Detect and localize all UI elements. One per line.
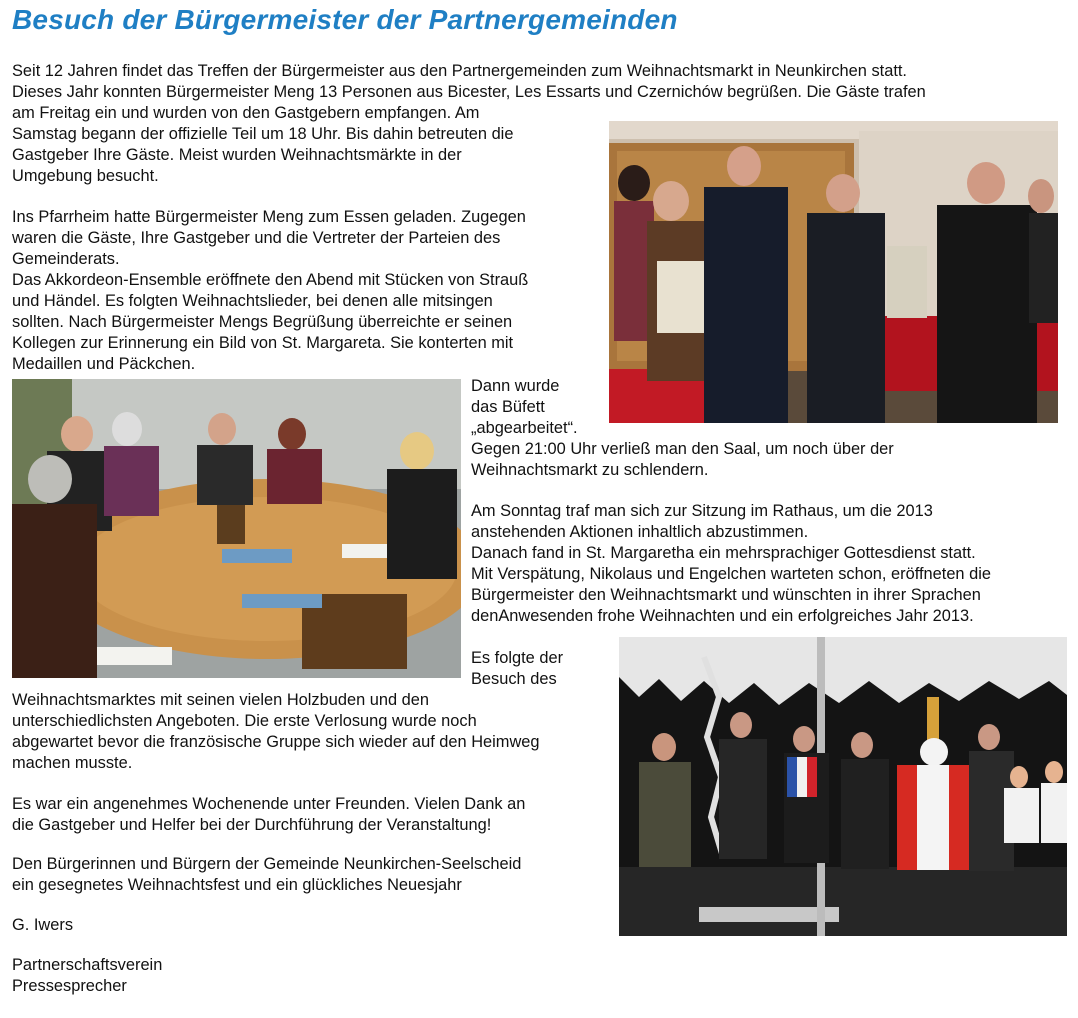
text-line: Pressesprecher — [12, 977, 127, 995]
text-line: Weihnachtsmarktes mit seinen vielen Holzbuden und den — [12, 691, 429, 709]
text-line: Gemeinderats. — [12, 250, 120, 268]
photo-meeting — [12, 379, 461, 678]
text-line: Umgebung besucht. — [12, 167, 159, 185]
text-line: am Freitag ein und wurden von den Gastgebern empfangen. Am — [12, 104, 480, 122]
text-line: Kollegen zur Erinnerung ein Bild von St. Margareta. Sie konterten mit — [12, 334, 514, 352]
text-line: Partnerschaftsverein — [12, 956, 163, 974]
text-line: Ins Pfarrheim hatte Bürgermeister Meng zum Essen geladen. Zugegen — [12, 208, 526, 226]
text-line: und Händel. Es folgten Weihnachtslieder, bei denen alle mitsingen — [12, 292, 493, 310]
text-line: Gastgeber Ihre Gäste. Meist wurden Weihnachtsmärkte in der — [12, 146, 462, 164]
text-line: G. Iwers — [12, 916, 74, 934]
text-line: Medaillen und Päckchen. — [12, 355, 196, 373]
text-line: Dieses Jahr konnten Bürgermeister Meng 13 Personen aus Bicester, Les Essarts und Czernichów begrüßen. Die Gäste trafen — [12, 83, 926, 101]
text-line: „abgearbeitet“. — [471, 419, 578, 437]
text-line: Danach fand in St. Margaretha ein mehrsprachiger Gottesdienst statt. — [471, 544, 976, 562]
text-line: Seit 12 Jahren findet das Treffen der Bürgermeister aus den Partnergemeinden zum Weihnachtsmarkt in Neunkirchen statt. — [12, 62, 907, 80]
text-line: unterschiedlichsten Angeboten. Die erste Verlosung wurde noch — [12, 712, 477, 730]
text-line: ein gesegnetes Weihnachtsfest und ein glückliches Neuesjahr — [12, 876, 462, 894]
text-line: waren die Gäste, Ihre Gastgeber und die Vertreter der Parteien des — [12, 229, 501, 247]
photo-gift-presentation — [609, 121, 1058, 423]
text-line: Mit Verspätung, Nikolaus und Engelchen warteten schon, eröffneten die — [471, 565, 991, 583]
text-line: Es war ein angenehmes Wochenende unter Freunden. Vielen Dank an — [12, 795, 526, 813]
text-line: Dann wurde — [471, 377, 560, 395]
text-line: Bürgermeister den Weihnachtsmarkt und wünschten in ihrer Sprachen — [471, 586, 981, 604]
text-line: denAnwesenden frohe Weihnachten und ein erfolgreiches Jahr 2013. — [471, 607, 974, 625]
text-line: sollten. Nach Bürgermeister Mengs Begrüßung überreichte er seinen — [12, 313, 513, 331]
text-line: Das Akkordeon-Ensemble eröffnete den Abend mit Stücken von Strauß — [12, 271, 529, 289]
page-title: Besuch der Bürgermeister der Partnergemeinden — [12, 4, 678, 35]
text-line: Gegen 21:00 Uhr verließ man den Saal, um noch über der — [471, 440, 894, 458]
text-line: das Büfett — [471, 398, 545, 416]
text-line: Samstag begann der offizielle Teil um 18 Uhr. Bis dahin betreuten die — [12, 125, 514, 143]
text-line: Besuch des — [471, 670, 557, 688]
photo-christmas-market-stage — [619, 637, 1067, 936]
text-line: Am Sonntag traf man sich zur Sitzung im Rathaus, um die 2013 — [471, 502, 933, 520]
text-line: abgewartet bevor die französische Gruppe sich wieder auf den Heimweg — [12, 733, 540, 751]
text-line: anstehenden Aktionen inhaltlich abzustimmen. — [471, 523, 809, 541]
text-line: machen musste. — [12, 754, 133, 772]
text-line: Weihnachtsmarkt zu schlendern. — [471, 461, 709, 479]
text-line: Den Bürgerinnen und Bürgern der Gemeinde Neunkirchen-Seelscheid — [12, 855, 522, 873]
text-line: Es folgte der — [471, 649, 564, 667]
text-line: die Gastgeber und Helfer bei der Durchführung der Veranstaltung! — [12, 816, 492, 834]
